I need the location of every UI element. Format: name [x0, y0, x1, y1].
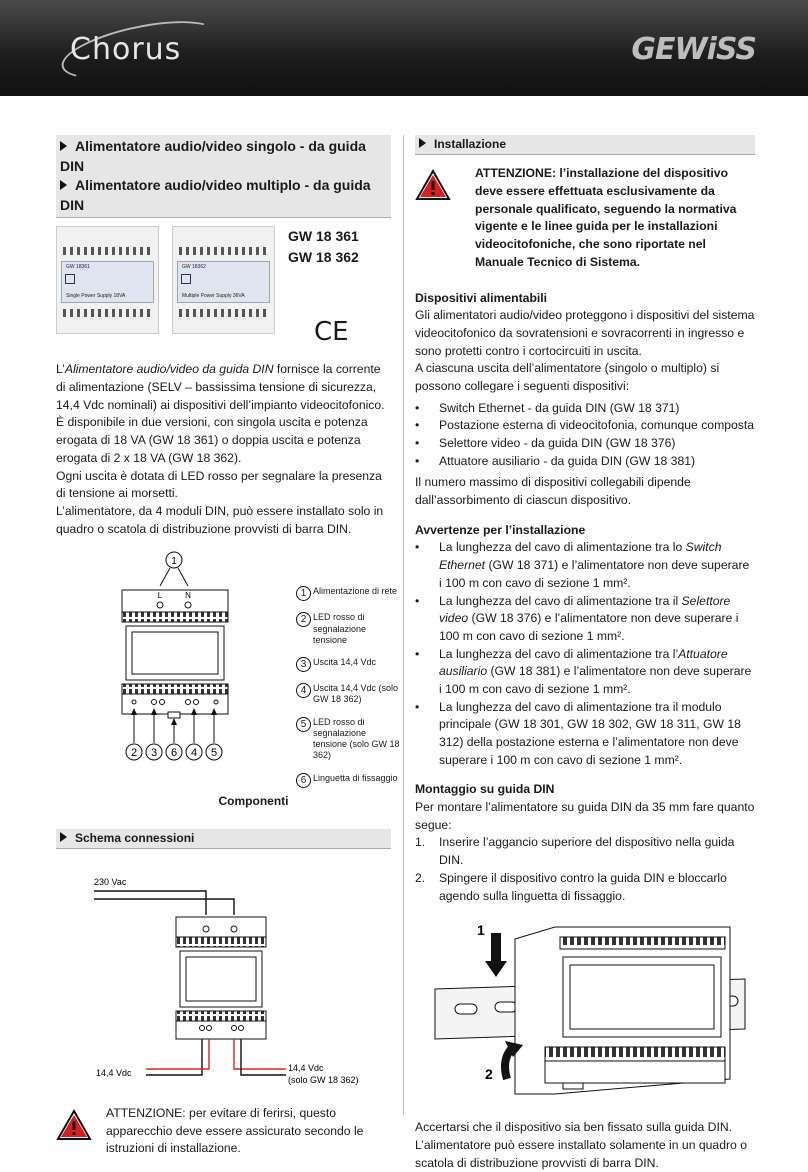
output2-label: 14,4 Vdc: [288, 1063, 324, 1074]
step-label: 2: [485, 1066, 493, 1083]
list-item: 2. Spingere il dispositivo contro la guida DIN e bloccarlo agendo sulla linguetta di fissaggio.: [415, 870, 727, 903]
callout-number: 6: [170, 747, 178, 760]
device-model: GW 18361: [66, 264, 90, 271]
legend-item: 5 LED rosso di segnalazione tensione (solo GW 18 362): [296, 717, 401, 762]
mount-heading: Montaggio su guida DIN: [415, 782, 555, 797]
list-item: • La lunghezza del cavo di alimentazione tra il modulo principale (GW 18 301, GW 18 302, GW 18 311, GW 18 312) della postazione esterna e l’alimentatore non deve superare i 100 m con cavo di sezione 1 mm².: [415, 699, 755, 770]
product-code: GW 18 362: [288, 248, 359, 265]
warning-triangle-icon: [56, 1109, 92, 1141]
display-square-icon: [65, 274, 75, 284]
list-item: • La lunghezza del cavo di alimentazione tra il Selettore video (GW 18 376) e l’alimentatore non deve superare i 100 m con cavo di sezione 1 mm².: [415, 593, 755, 646]
gewiss-logo: GEWiSS: [631, 32, 756, 67]
devices-heading: Dispositivi alimentabili: [415, 290, 548, 305]
mount-paragraph: Per montare l’alimentatore su guida DIN da 35 mm fare quanto segue:: [415, 800, 755, 832]
intro-paragraph: L’alimentatore, da 4 moduli DIN, può essere installato solo in quadro o scatola di distribuzione provvisti di barra DIN.: [56, 503, 384, 536]
output2-note: (solo GW 18 362): [288, 1075, 359, 1086]
triangle-bullet-icon: [60, 180, 67, 190]
list-item: • Postazione esterna di videocitofonia, comunque composta: [415, 417, 755, 435]
device-label-plate: [61, 261, 154, 303]
right-column: [415, 135, 755, 1172]
callout-number: 4: [190, 747, 198, 760]
triangle-bullet-icon: [60, 141, 67, 151]
install-warning-text: ATTENZIONE: l’installazione del dispositivo deve essere effettuata esclusivamente da personale qualificato, seguendo la normativa vigente e le linee guida per le installazioni videocitofoniche, che sono riportate nel Manuale Tecnico di Sistema.: [475, 166, 737, 269]
callout-number: 3: [150, 747, 158, 760]
install-warning: [415, 165, 755, 271]
legend-item: 4 Uscita 14,4 Vdc (solo GW 18 362): [296, 683, 401, 706]
device-label: Multiple Power Supply 36VA: [182, 293, 245, 300]
safety-warning: [56, 1105, 391, 1158]
warning-text: ATTENZIONE: per evitare di ferirsi, questo apparecchio deve essere assicurato secondo le istruzioni di installazione.: [106, 1106, 364, 1156]
legend-item: 2 LED rosso di segnalazione tensione: [296, 612, 401, 646]
installation-heading: Installazione: [415, 135, 755, 155]
din-rail-drawing: [415, 919, 755, 1109]
device-model: GW 18362: [182, 264, 206, 271]
terminal-l-label: L: [157, 591, 163, 601]
page-header: [0, 0, 808, 96]
intro-text: [56, 361, 391, 538]
legend-item: 1 Alimentazione di rete: [296, 586, 401, 601]
list-item: 1. Inserire l’aggancio superiore del dispositivo nella guida DIN.: [415, 835, 735, 868]
device-image-multiple: [172, 226, 275, 334]
product-images: [56, 226, 391, 351]
device-label-plate: [177, 261, 270, 303]
terminal-row: [63, 247, 152, 255]
terminal-row: [63, 309, 152, 317]
list-item: • La lunghezza del cavo di alimentazione tra l’Attuatore ausiliario (GW 18 381) e l’alimentatore non deve superare i 100 m con cavo di sezione 1 mm².: [415, 646, 755, 699]
title-line-1: Alimentatore audio/video singolo - da guida DIN: [60, 138, 366, 174]
devices-list: [415, 400, 755, 471]
din-rail-illustration: [415, 919, 755, 1109]
components-diagram: [56, 548, 400, 793]
components-drawing: [56, 548, 296, 788]
intro-paragraph: L’Alimentatore audio/video da guida DIN fornisce la corrente di alimentazione (SELV – bassissima tensione di sicurezza, 14,4 Vdc nominali) ai dispositivi dell’impianto videocitofonico.: [56, 362, 385, 412]
connections-drawing: [56, 855, 391, 1091]
final-notes: [415, 1119, 755, 1172]
connections-heading: Schema connessioni: [56, 829, 391, 849]
connections-diagram: [56, 855, 391, 1091]
device-label: Single Power Supply 18VA: [66, 293, 126, 300]
final-paragraph: L’alimentatore può essere installato solamente in un quadro o scatola di distribuzione provvisti di barra DIN.: [415, 1137, 747, 1170]
components-legend: [296, 586, 401, 798]
triangle-bullet-icon: [60, 832, 67, 842]
components-caption: Componenti: [218, 794, 289, 809]
device-image-single: [56, 226, 159, 334]
warnings-list: [415, 539, 755, 769]
list-item: • Attuatore ausiliario - da guida DIN (GW 18 381): [415, 453, 755, 471]
display-square-icon: [181, 274, 191, 284]
callout-number: 2: [130, 747, 138, 760]
left-column: [56, 135, 400, 1158]
brand-name: Chorus: [70, 32, 182, 67]
callout-number: 5: [210, 747, 218, 760]
legend-item: 3 Uscita 14,4 Vdc: [296, 657, 401, 672]
output1-label: 14,4 Vdc: [96, 1068, 132, 1079]
triangle-bullet-icon: [419, 138, 426, 148]
mount-steps: [415, 834, 755, 905]
intro-paragraph: Ogni uscita è dotata di LED rosso per segnalare la presenza di tensione ai morsetti.: [56, 468, 382, 501]
terminal-row: [179, 247, 268, 255]
list-item: • Switch Ethernet - da guida DIN (GW 18 371): [415, 400, 755, 418]
list-item: • La lunghezza del cavo di alimentazione tra lo Switch Ethernet (GW 18 371) e l’alimentatore non deve superare i 100 m con cavo di sezione 1 mm².: [415, 539, 755, 592]
ce-mark: CE: [314, 317, 349, 348]
warning-triangle-icon: [415, 169, 451, 201]
devices-paragraph: Gli alimentatori audio/video proteggono i dispositivi del sistema videocitofonico da sovratensioni e sovracorrenti in ingresso e sono protetti contro i cortocircuiti in uscita.: [415, 308, 755, 358]
column-divider: [403, 135, 404, 1115]
mains-label: 230 Vac: [94, 877, 127, 888]
step-label: 1: [477, 922, 485, 939]
list-item: • Selettore video - da guida DIN (GW 18 376): [415, 435, 755, 453]
title-line-2: Alimentatore audio/video multiplo - da guida DIN: [60, 177, 371, 213]
final-paragraph: Accertarsi che il dispositivo sia ben fissato sulla guida DIN.: [415, 1120, 733, 1135]
legend-item: 6 Linguetta di fissaggio: [296, 773, 401, 788]
product-codes: [288, 226, 359, 267]
warnings-heading: Avvertenze per l’installazione: [415, 522, 586, 537]
product-code: GW 18 361: [288, 228, 359, 245]
title-bar: [56, 135, 391, 218]
devices-paragraph: A ciascuna uscita dell’alimentatore (singolo o multiplo) si possono collegare i seguenti dispositivi:: [415, 361, 720, 393]
intro-paragraph: È disponibile in due versioni, con singola uscita e potenza erogata di 18 VA (GW 18 361) o doppia uscita e potenza erogata di 2 x 18 VA (GW 18 362).: [56, 415, 368, 465]
terminal-n-label: N: [185, 591, 191, 601]
terminal-row: [179, 309, 268, 317]
devices-note: Il numero massimo di dispositivi collegabili dipende dall’assorbimento di ciascun dispositivo.: [415, 475, 691, 508]
callout-number: 1: [171, 556, 177, 568]
